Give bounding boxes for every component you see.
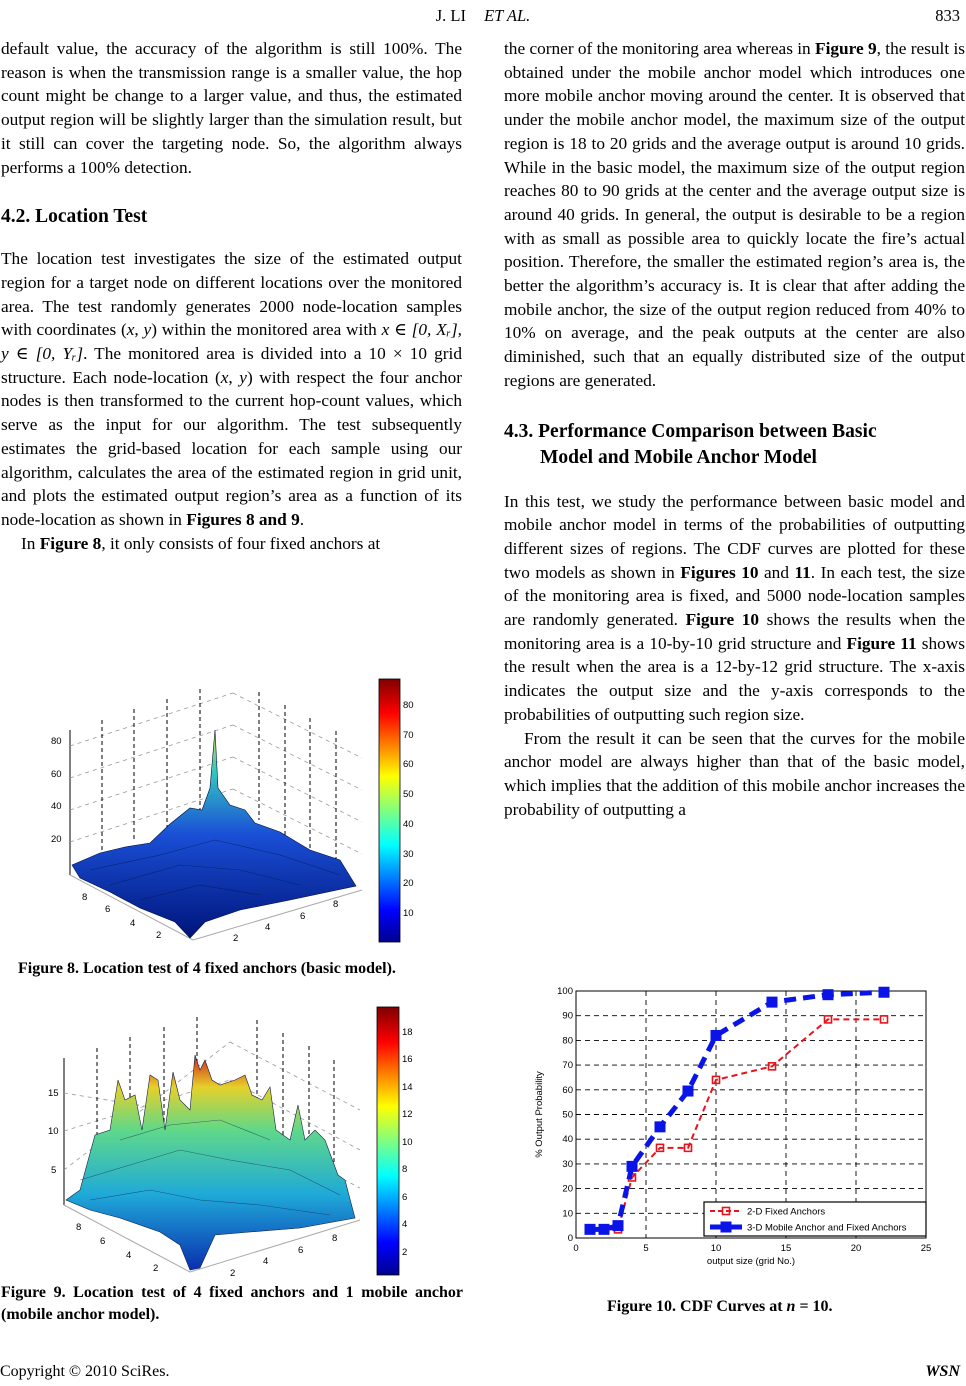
svg-text:14: 14: [402, 1082, 413, 1093]
svg-text:5: 5: [51, 1165, 57, 1176]
svg-text:0: 0: [567, 1233, 573, 1244]
svg-text:60: 60: [51, 769, 62, 780]
svg-text:8: 8: [332, 1233, 338, 1244]
svg-text:10: 10: [402, 1137, 413, 1148]
paragraph: In Figure 8, it only consists of four fixed anchors at: [21, 533, 381, 553]
svg-text:4: 4: [265, 922, 271, 933]
svg-text:8: 8: [76, 1222, 82, 1233]
svg-text:6: 6: [100, 1236, 106, 1247]
math-expression: x ∈ [0, Xᵣ], y ∈ [0, Yᵣ]: [1, 320, 463, 364]
section-heading-4-3: 4.3. Performance Comparison between Basic Model and Mobile Anchor Model: [504, 420, 877, 468]
paragraph: the corner of the monitoring area whereas in Figure 9, the result is obtained under the mobile anchor model which introduces one more mobile anchor moving around the center. It is observed that under the mobile anchor model, the maximum size of the output region is 18 to 20 grids and the average output is around 10 grids. While in the basic model, the maximum size of the output region reaches 80 to 90 grids at the center and the average output size is around 40 grids. In general, the output is desirable to be a region with as small as possible area to quickly locate the fire’s actual position. Therefore, the smaller the estimated region’s area is, the better the algorithm’s accuracy is. It is clear that after adding the mobile anchor, the size of the output region reduced from 40% to 10% on average, and the peak outputs at the center are also diminished, such that an equally distributed size of the output regions are generated.: [504, 39, 965, 390]
figure-8-caption: Figure 8. Location test of 4 fixed anchors (basic model).: [18, 960, 396, 977]
paragraph: The location test investigates the size of the estimated output region for a target node on different locations over the monitored area. The test randomly generates 2000 node-location samples with coordinates (x, y) within the monitored area with x ∈ [0, Xᵣ], y ∈ [0, Yᵣ]. The monitored area is divided into a 10 × 10 grid structure. Each node-location (x, y) with respect the four anchor nodes is then transformed to the current hop-count values, which serve as the input for our algorithm. The test subsequently estimates the grid-based location for each sample using our algorithm, calculates the area of the estimated region in grid unit, and plots the estimated output region’s area as a function of its node-location as shown in Figures 8 and 9.: [1, 249, 463, 529]
svg-text:10: 10: [48, 1126, 59, 1137]
svg-text:4: 4: [263, 1256, 269, 1267]
figure-9-caption: Figure 9. Location test of 4 fixed anchors and 1 mobile anchor (mobile anchor model).: [1, 1284, 463, 1323]
svg-text:90: 90: [562, 1010, 573, 1022]
svg-text:0: 0: [573, 1243, 579, 1254]
svg-text:2: 2: [156, 930, 162, 941]
svg-text:output size (grid No.): output size (grid No.): [706, 1256, 796, 1267]
svg-text:10: 10: [710, 1243, 722, 1254]
svg-text:4: 4: [130, 918, 136, 929]
svg-text:20: 20: [403, 878, 414, 889]
svg-text:6: 6: [300, 911, 306, 922]
svg-text:2: 2: [230, 1268, 236, 1279]
figure-10-cdf-chart: [530, 980, 940, 1290]
svg-text:50: 50: [562, 1109, 573, 1121]
svg-text:80: 80: [562, 1035, 573, 1047]
svg-text:25: 25: [920, 1243, 932, 1254]
svg-text:6: 6: [298, 1245, 304, 1256]
paragraph: From the result it can be seen that the curves for the mobile anchor model are always higher than that of the basic model, which implies that the addition of this mobile anchor increases the probability of outputting a: [504, 728, 965, 819]
svg-text:8: 8: [402, 1164, 408, 1175]
svg-text:70: 70: [562, 1060, 573, 1072]
paragraph: In this test, we study the performance between basic model and mobile anchor model in terms of the probabilities of outputting different sizes of regions. The CDF curves are plotted for these two models as shown in Figures 10 and 11. In each test, the size of the monitoring area is fixed, and 5000 node-location samples are randomly generated. Figure 10 shows the results when the monitoring area is a 10-by-10 grid structure and Figure 11 shows the result when the area is a 12-by-12 grid structure. The x-axis indicates the output size and the y-axis corresponds to the probabilities of outputting such region size.: [504, 491, 965, 724]
right-column: [504, 37, 965, 821]
svg-text:100: 100: [557, 986, 573, 997]
svg-text:40: 40: [403, 819, 414, 830]
paragraph: default value, the accuracy of the algorithm is still 100%. The reason is when the transmission range is a smaller value, the hop count might be change to a larger value, and thus, the estimated output region will be slightly larger than the simulation result, but it still can cover the targeting node. So, the algorithm always performs a 100% detection.: [1, 39, 462, 177]
svg-text:2: 2: [233, 933, 239, 944]
svg-text:10: 10: [403, 908, 414, 919]
colorbar: [379, 679, 400, 942]
svg-text:% Output Probability: % Output Probability: [534, 1071, 545, 1158]
svg-text:70: 70: [403, 730, 414, 741]
svg-text:20: 20: [850, 1243, 862, 1254]
header-etal: ET AL.: [484, 6, 531, 25]
figure-10-caption: Figure 10. CDF Curves at n = 10.: [607, 1298, 833, 1315]
svg-text:8: 8: [82, 892, 88, 903]
svg-text:60: 60: [562, 1084, 573, 1096]
svg-text:18: 18: [402, 1027, 413, 1038]
svg-text:6: 6: [105, 904, 111, 915]
left-column: [1, 37, 462, 555]
section-heading-4-2: 4.2. Location Test: [1, 206, 148, 228]
svg-text:4: 4: [126, 1250, 132, 1261]
svg-text:2-D Fixed Anchors: 2-D Fixed Anchors: [747, 1206, 826, 1218]
svg-text:15: 15: [780, 1243, 792, 1254]
journal-footer: WSN: [925, 1363, 960, 1380]
page-number: 833: [935, 6, 960, 25]
figure-8-surface-plot: [40, 660, 440, 950]
svg-text:12: 12: [402, 1109, 413, 1120]
running-header: [0, 6, 966, 26]
svg-text:3-D Mobile Anchor and Fixed An: 3-D Mobile Anchor and Fixed Anchors: [747, 1222, 907, 1234]
copyright-footer: Copyright © 2010 SciRes.: [0, 1363, 170, 1380]
svg-text:30: 30: [403, 849, 414, 860]
svg-text:4: 4: [402, 1219, 408, 1230]
svg-text:8: 8: [333, 899, 339, 910]
svg-text:20: 20: [51, 834, 62, 845]
svg-text:20: 20: [562, 1183, 573, 1195]
svg-text:80: 80: [403, 700, 414, 711]
colorbar: [377, 1007, 399, 1275]
svg-text:50: 50: [403, 789, 414, 800]
svg-text:30: 30: [562, 1158, 573, 1170]
figure-9-surface-plot: [40, 1000, 440, 1285]
svg-text:16: 16: [402, 1054, 413, 1065]
svg-text:15: 15: [48, 1088, 59, 1099]
svg-text:80: 80: [51, 736, 62, 747]
header-author: J. LI: [435, 6, 466, 25]
svg-text:6: 6: [402, 1192, 408, 1203]
svg-text:2: 2: [402, 1247, 408, 1258]
svg-text:40: 40: [51, 801, 62, 812]
svg-text:5: 5: [643, 1243, 649, 1254]
svg-text:2: 2: [153, 1263, 159, 1274]
svg-text:10: 10: [562, 1208, 573, 1220]
svg-text:60: 60: [403, 759, 414, 770]
svg-text:40: 40: [562, 1134, 573, 1146]
